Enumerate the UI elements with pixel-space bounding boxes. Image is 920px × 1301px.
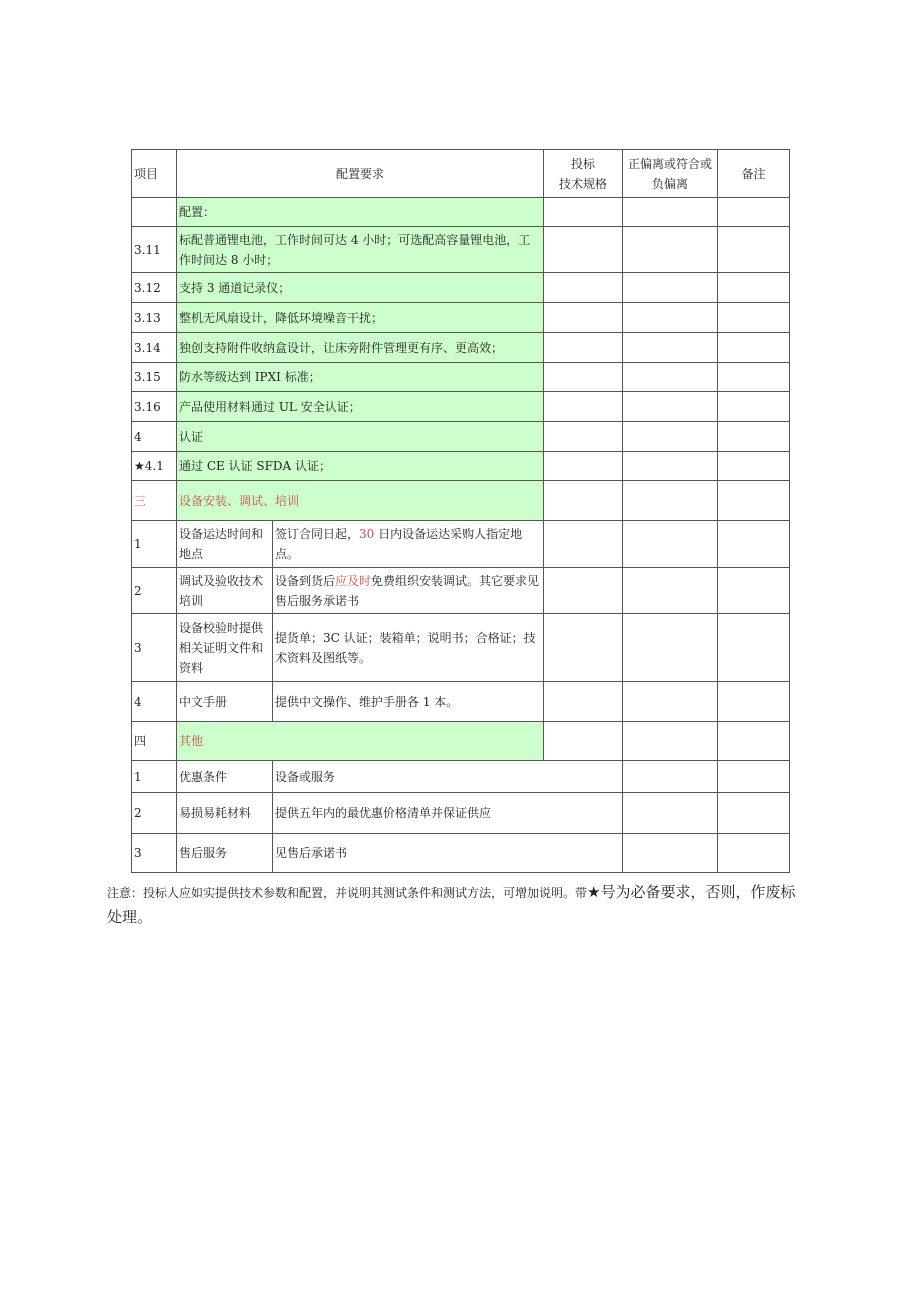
row-text: 提货单；3C 认证；装箱单；说明书；合格证；技术资料及图纸等。: [273, 614, 544, 682]
row-config: 防水等级达到 IPXI 标准；: [177, 363, 544, 392]
row-id: 3: [132, 834, 177, 873]
table-row: [132, 273, 790, 303]
table-row: [132, 422, 790, 452]
row-name: 设备运达时间和地点: [177, 521, 273, 568]
row-id: 3.16: [132, 392, 177, 422]
row-id: 3: [132, 614, 177, 682]
footnote-text: 注意：投标人应如实提供技术参数和配置，并说明其测试条件和测试方法，可增加说明。带: [107, 886, 588, 900]
row-id: 1: [132, 521, 177, 568]
section-id: 四: [132, 722, 177, 761]
row-id: 2: [132, 793, 177, 834]
row-text: 设备到货后应及时免费组织安装调试。其它要求见售后服务承诺书: [273, 568, 544, 614]
row-name: 售后服务: [177, 834, 273, 873]
row-config: 整机无风扇设计，降低环境噪音干扰；: [177, 303, 544, 333]
footnote: [107, 880, 797, 930]
table-row: [132, 614, 790, 682]
row-id: 4: [132, 422, 177, 452]
row-id: 3.14: [132, 333, 177, 363]
row-id: 3.15: [132, 363, 177, 392]
row-config: 配置：: [177, 198, 544, 227]
section-header-row: [132, 481, 790, 521]
table-row: [132, 834, 790, 873]
header-remark: 备注: [718, 150, 790, 198]
header-deviation: 正偏离或符合或 负偏离: [623, 150, 718, 198]
table-row: [132, 392, 790, 422]
row-id: 3.11: [132, 227, 177, 273]
header-row: [132, 150, 790, 198]
row-name: 中文手册: [177, 682, 273, 722]
row-id: [132, 198, 177, 227]
row-config: 标配普通锂电池，工作时间可达 4 小时；可选配高容量锂电池，工作时间达 8 小时；: [177, 227, 544, 273]
row-id: 1: [132, 761, 177, 793]
table-row: [132, 303, 790, 333]
row-id: 4: [132, 682, 177, 722]
footnote-emphasis: ★号为必备要求，否则，作废标处理。: [107, 883, 796, 926]
header-config: 配置要求: [177, 150, 544, 198]
row-id: 2: [132, 568, 177, 614]
row-config: 独创支持附件收纳盒设计，让床旁附件管理更有序、更高效；: [177, 333, 544, 363]
row-config: 支持 3 通道记录仪；: [177, 273, 544, 303]
spec-table: [131, 149, 790, 873]
table-row: [132, 333, 790, 363]
row-text: 见售后承诺书: [273, 834, 623, 873]
section-title: 其他: [177, 722, 544, 761]
row-config: 认证: [177, 422, 544, 452]
row-text: 提供五年内的最优惠价格清单并保证供应: [273, 793, 623, 834]
row-name: 设备校验时提供相关证明文件和资料: [177, 614, 273, 682]
header-bid-spec: 投标 技术规格: [544, 150, 623, 198]
row-text: 设备或服务: [273, 761, 623, 793]
section-header-row: [132, 722, 790, 761]
row-id: 3.12: [132, 273, 177, 303]
table-row: [132, 568, 790, 614]
section-title: 设备安装、调试、培训: [177, 481, 544, 521]
row-name: 优惠条件: [177, 761, 273, 793]
table-row: [132, 761, 790, 793]
header-item: 项目: [132, 150, 177, 198]
table-row: [132, 198, 790, 227]
row-id: ★4.1: [132, 452, 177, 481]
table-row: [132, 521, 790, 568]
row-text: 签订合同日起，30 日内设备运达采购人指定地点。: [273, 521, 544, 568]
table-row: [132, 363, 790, 392]
row-config: 产品使用材料通过 UL 安全认证；: [177, 392, 544, 422]
table-row: [132, 452, 790, 481]
row-text: 提供中文操作、维护手册各 1 本。: [273, 682, 544, 722]
row-id: 3.13: [132, 303, 177, 333]
section-id: 三: [132, 481, 177, 521]
row-name: 调试及验收技术培训: [177, 568, 273, 614]
table-row: [132, 793, 790, 834]
row-config: 通过 CE 认证 SFDA 认证；: [177, 452, 544, 481]
table-row: [132, 227, 790, 273]
table-row: [132, 682, 790, 722]
row-name: 易损易耗材料: [177, 793, 273, 834]
